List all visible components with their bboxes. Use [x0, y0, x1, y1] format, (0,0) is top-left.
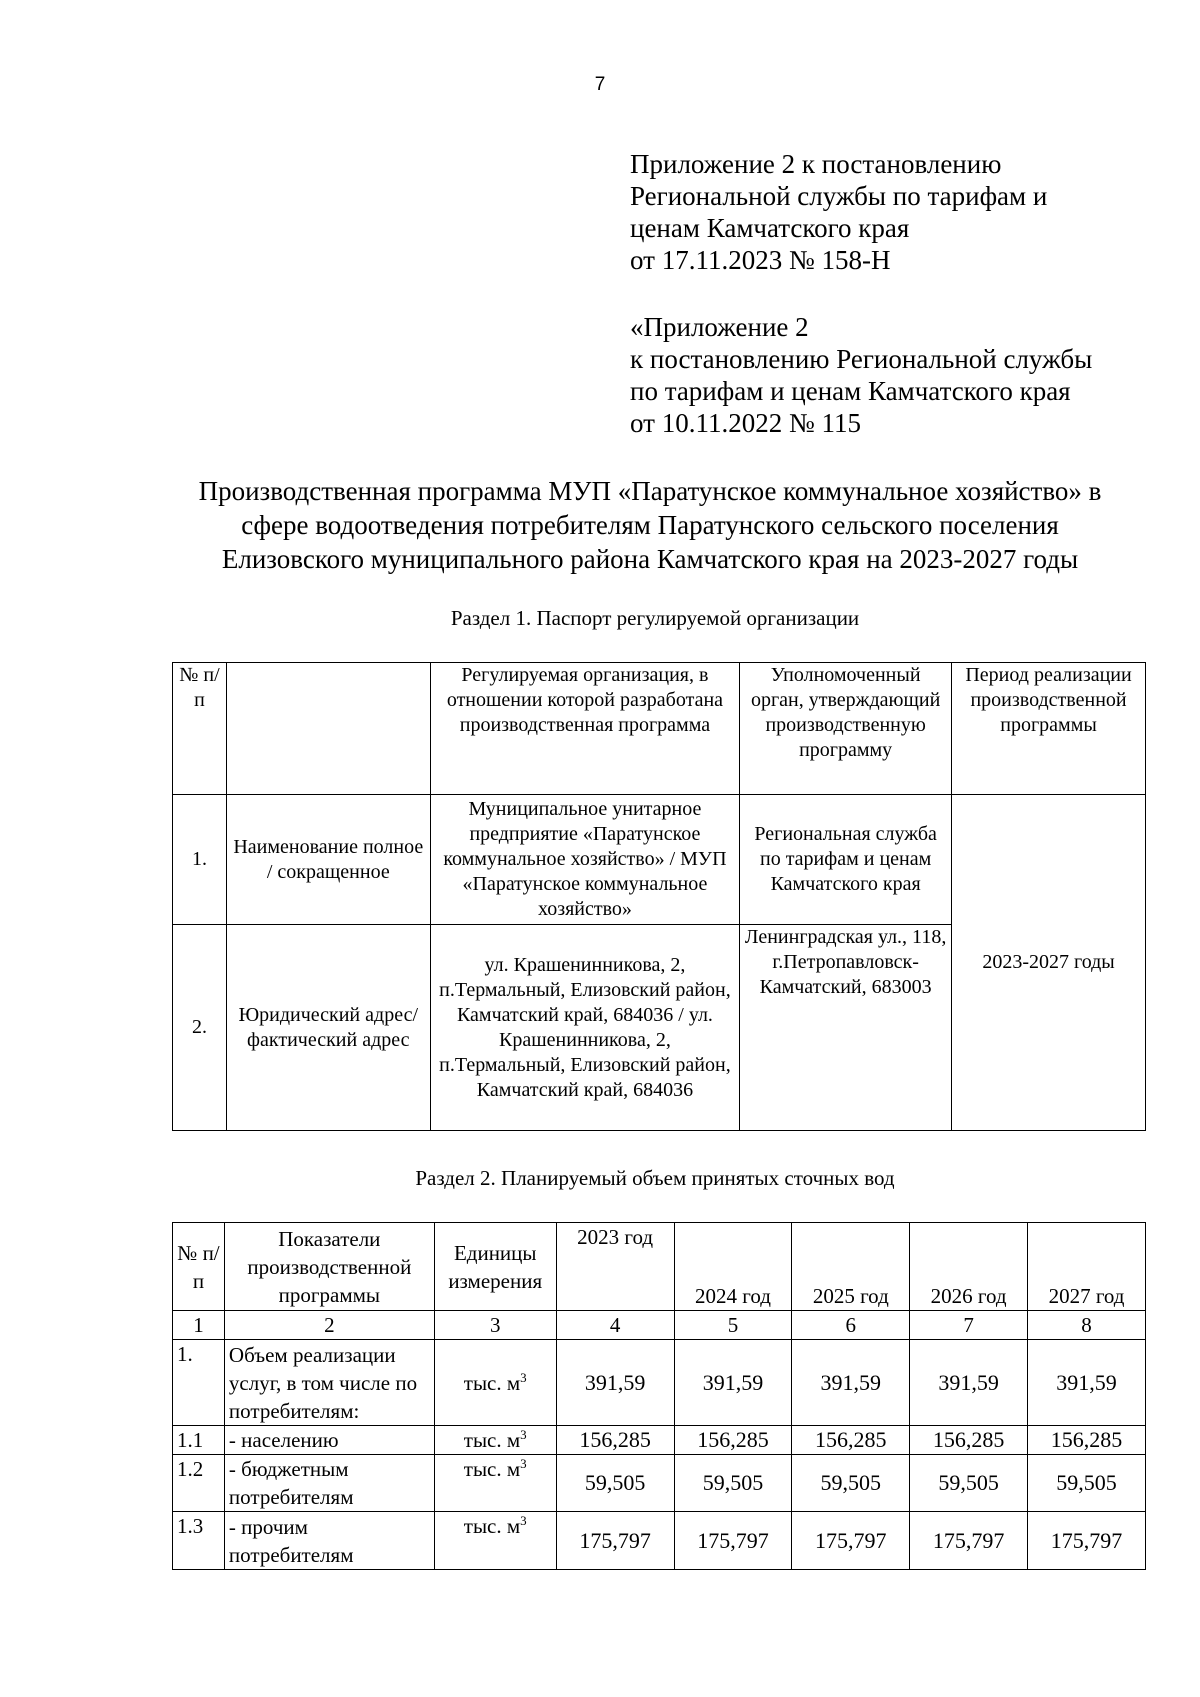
- row-authority: Ленинградская ул., 118, г.Петропавловск-Камчатский, 683003: [740, 925, 952, 1131]
- header-org: Регулируемая организация, в отношении которой разработана производственная программа: [430, 663, 740, 795]
- row-value: 391,59: [910, 1340, 1028, 1426]
- column-number: 8: [1028, 1311, 1146, 1340]
- row-value: 156,285: [1028, 1426, 1146, 1455]
- row-num: 1.2: [173, 1455, 225, 1512]
- header-period: Период реализации производственной программы: [952, 663, 1146, 795]
- approval-line: по тарифам и ценам Камчатского края: [630, 376, 1071, 406]
- row-unit: тыс. $м^3$: [434, 1455, 556, 1512]
- column-number: 5: [674, 1311, 792, 1340]
- header-indicator: Показатели производственной программы: [224, 1223, 434, 1311]
- header-blank: [226, 663, 430, 795]
- volume-table: [172, 1222, 1146, 1570]
- row-value: 391,59: [792, 1340, 910, 1426]
- header-num: № п/п: [173, 1223, 225, 1311]
- row-value: 175,797: [910, 1512, 1028, 1570]
- row-label: Юридический адрес/фактический адрес: [226, 925, 430, 1131]
- approval-line: «Приложение 2: [630, 312, 809, 342]
- row-unit: тыс. $м^3$: [434, 1340, 556, 1426]
- row-value: 391,59: [1028, 1340, 1146, 1426]
- row-value: 175,797: [556, 1512, 674, 1570]
- column-number: 1: [173, 1311, 225, 1340]
- row-num: 1.: [173, 795, 227, 925]
- header-year: 2025 год: [792, 1223, 910, 1311]
- header-year: 2023 год: [556, 1223, 674, 1311]
- column-number: 2: [224, 1311, 434, 1340]
- section2-heading: Раздел 2. Планируемый объем принятых сточных вод: [415, 1166, 895, 1190]
- row-value: 59,505: [910, 1455, 1028, 1512]
- header-year: 2027 год: [1028, 1223, 1146, 1311]
- approval-line: к постановлению Региональной службы: [630, 344, 1093, 374]
- approval-line: от 10.11.2022 № 115: [630, 408, 861, 438]
- row-value: 156,285: [674, 1426, 792, 1455]
- row-value: 175,797: [674, 1512, 792, 1570]
- header-year: 2024 год: [674, 1223, 792, 1311]
- approval-line: от 17.11.2023 № 158-Н: [630, 245, 891, 275]
- title-line: сфере водоотведения потребителям Паратунского сельского поселения: [241, 510, 1059, 540]
- column-number: 7: [910, 1311, 1028, 1340]
- page-number: 7: [594, 74, 606, 95]
- row-value: 175,797: [1028, 1512, 1146, 1570]
- row-value: 156,285: [910, 1426, 1028, 1455]
- row-unit: тыс. $м^3$: [434, 1512, 556, 1570]
- section1-heading: Раздел 1. Паспорт регулируемой организации: [450, 606, 860, 630]
- approval-line: Приложение 2 к постановлению: [630, 149, 1002, 179]
- row-indicator: - прочим потребителям: [224, 1512, 434, 1570]
- row-label: Наименование полное / сокращенное: [226, 795, 430, 925]
- row-value: 175,797: [792, 1512, 910, 1570]
- row-value: 59,505: [674, 1455, 792, 1512]
- row-org: ул. Крашенинникова, 2, п.Термальный, Елизовский район, Камчатский край, 684036 / ул. Крашенинникова, 2, п.Термальный, Елизовский район, Камчатский край, 684036: [430, 925, 740, 1131]
- row-num: 2.: [173, 925, 227, 1131]
- row-num: 1.1: [173, 1426, 225, 1455]
- column-number: 6: [792, 1311, 910, 1340]
- row-authority: Региональная служба по тарифам и ценам Камчатского края: [740, 795, 952, 925]
- row-unit: тыс. $м^3$: [434, 1426, 556, 1455]
- row-value: 59,505: [556, 1455, 674, 1512]
- column-number: 3: [434, 1311, 556, 1340]
- row-value: 59,505: [1028, 1455, 1146, 1512]
- period-cell: 2023-2027 годы: [952, 795, 1146, 1131]
- row-value: 156,285: [792, 1426, 910, 1455]
- column-number: 4: [556, 1311, 674, 1340]
- row-num: 1.: [173, 1340, 225, 1426]
- document-title: [100, 474, 1200, 576]
- row-org: Муниципальное унитарное предприятие «Паратунское коммунальное хозяйство» / МУП «Паратунское коммунальное хозяйство»: [430, 795, 740, 925]
- row-indicator: - населению: [224, 1426, 434, 1455]
- title-line: Производственная программа МУП «Паратунское коммунальное хозяйство» в: [198, 476, 1102, 506]
- row-indicator: - бюджетным потребителям: [224, 1455, 434, 1512]
- header-authority: Уполномоченный орган, утверждающий производственную программу: [740, 663, 952, 795]
- passport-table: [172, 662, 1146, 1131]
- row-indicator: Объем реализации услуг, в том числе по потребителям:: [224, 1340, 434, 1426]
- approval-stamp-original: [630, 311, 1170, 439]
- header-unit: Единицы измерения: [434, 1223, 556, 1311]
- row-value: 391,59: [674, 1340, 792, 1426]
- row-value: 391,59: [556, 1340, 674, 1426]
- header-num: № п/п: [173, 663, 227, 795]
- approval-line: ценам Камчатского края: [630, 213, 910, 243]
- title-line: Елизовского муниципального района Камчатского края на 2023-2027 годы: [221, 544, 1079, 574]
- row-num: 1.3: [173, 1512, 225, 1570]
- row-value: 59,505: [792, 1455, 910, 1512]
- row-value: 156,285: [556, 1426, 674, 1455]
- header-year: 2026 год: [910, 1223, 1028, 1311]
- approval-stamp-current: [630, 148, 1170, 276]
- approval-line: Региональной службы по тарифам и: [630, 181, 1048, 211]
